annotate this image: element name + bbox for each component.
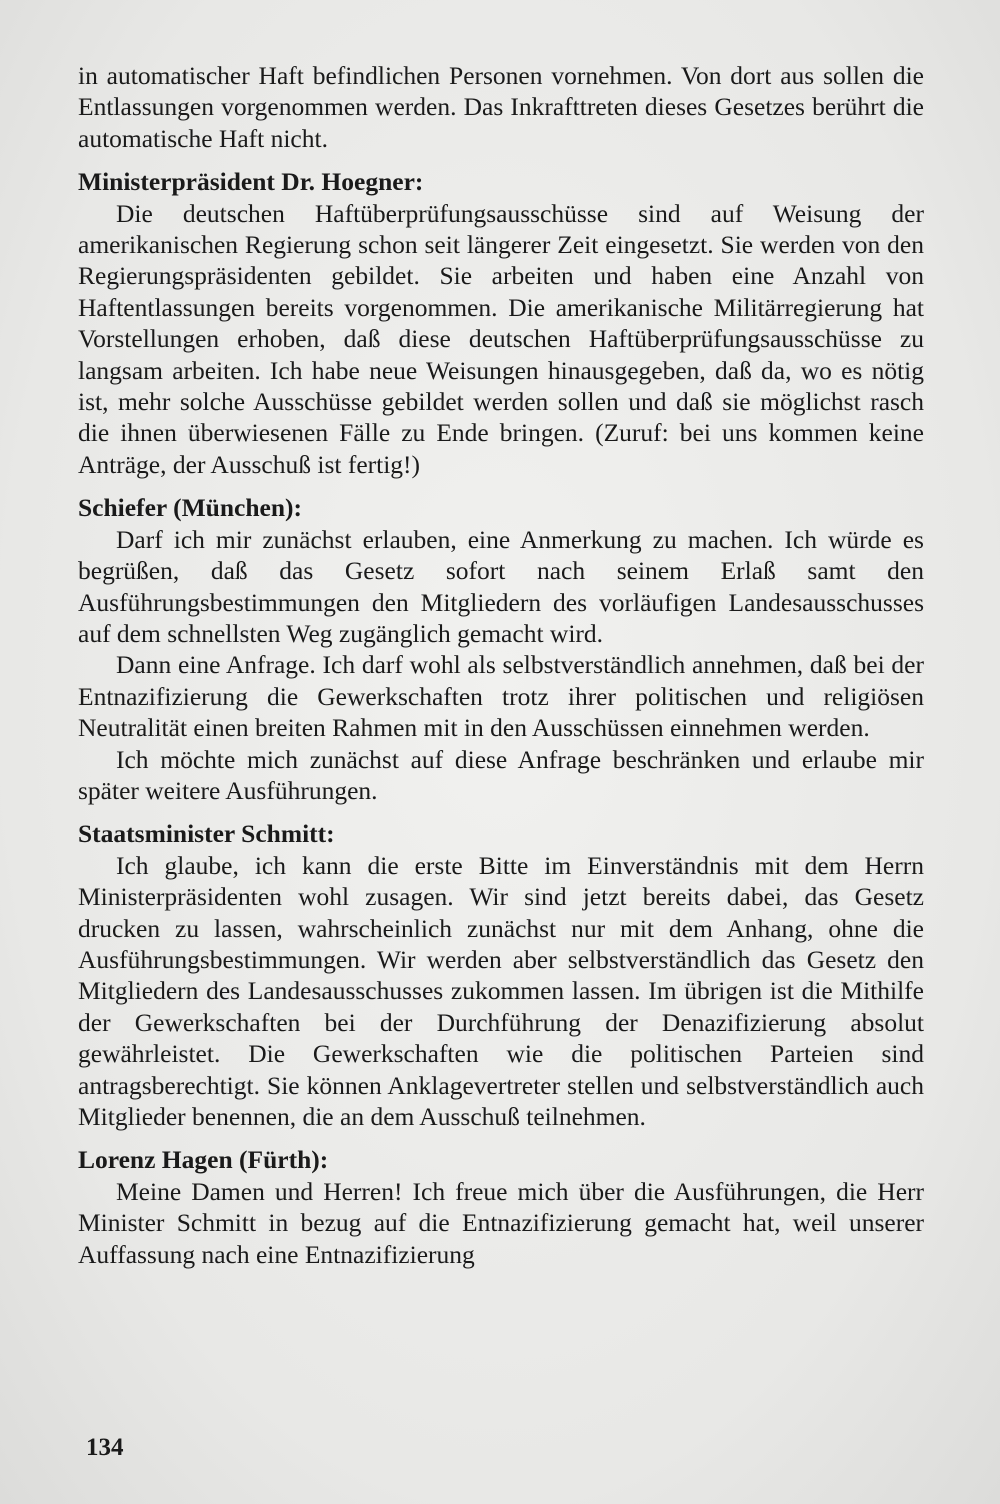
speech-paragraph: Meine Damen und Herren! Ich freue mich über die Ausführungen, die Herr Minister Schmitt in bezug auf die Entnazifizierung gemacht hat, weil unserer Auffassung nach eine Entnazifizierung [78, 1176, 924, 1269]
speech-paragraph: Dann eine Anfrage. Ich darf wohl als selbstverständlich annehmen, daß bei der Entnazifizierung die Gewerkschaften trotz ihrer politischen und religiösen Neutralität einen breiten Rahmen mit in den Ausschüssen einnehmen werden. [78, 650, 924, 743]
page-number: 134 [86, 1434, 124, 1461]
speech-paragraph: Ich möchte mich zunächst auf diese Anfrage beschränken und erlaube mir später weitere Ausführungen. [78, 744, 924, 805]
body-text [78, 60, 924, 1270]
speech-paragraph: Ich glaube, ich kann die erste Bitte im Einverständnis mit dem Herrn Ministerpräsidenten wohl zusagen. Wir sind jetzt bereits dabei, das Gesetz drucken zu lassen, wahrscheinlich zunächst nur mit dem Anhang, ohne die Ausführungsbestimmungen. Wir werden aber selbstverständlich das Gesetz den Mitgliedern des Landesausschusses zukommen lassen. Im übrigen ist die Mithilfe der Gewerkschaften bei der Durchführung der Denazifizierung absolut gewährleistet. Die Gewerkschaften wie die politischen Parteien sind antragsberechtigt. Sie können Anklagevertreter stellen und selbstverständlich auch Mitglieder benennen, die an dem Ausschuß teilnehmen. [78, 850, 924, 1131]
speaker-name: Staatsminister Schmitt: [78, 819, 335, 849]
section-hagen [78, 1144, 924, 1270]
section-schmitt [78, 818, 924, 1132]
section-hoegner [78, 166, 924, 480]
speech-paragraph: Darf ich mir zunächst erlauben, eine Anmerkung zu machen. Ich würde es begrüßen, daß das Gesetz sofort nach seinem Erlaß samt den Ausführungsbestimmungen den Mitgliedern des vorläufigen Landesausschusses auf dem schnellsten Weg zugänglich gemacht wird. [78, 524, 924, 648]
speech-paragraph: Die deutschen Haftüberprüfungsausschüsse sind auf Weisung der amerikanischen Regierung schon seit längerer Zeit eingesetzt. Sie werden von den Regierungspräsidenten gebildet. Sie arbeiten und haben eine Anzahl von Haftentlassungen bereits vorgenommen. Die amerikanische Militärregierung hat Vorstellungen erhoben, daß diese deutschen Haftüberprüfungsausschüsse zu langsam arbeiten. Ich habe neue Weisungen hinausgegeben, daß da, wo es nötig ist, mehr solche Ausschüsse gebildet werden sollen und daß sie möglichst rasch die ihnen überwiesenen Fälle zu Ende bringen. (Zuruf: bei uns kommen keine Anträge, der Ausschuß ist fertig!) [78, 198, 924, 479]
section-schiefer [78, 492, 924, 806]
speaker-name: Schiefer (München): [78, 493, 303, 523]
opening-paragraph: in automatischer Haft befindlichen Personen vornehmen. Von dort aus sollen die Entlassungen vorgenommen werden. Das Inkrafttreten dieses Gesetzes berührt die automatische Haft nicht. [78, 61, 924, 153]
speaker-name: Ministerpräsident Dr. Hoegner: [78, 167, 424, 197]
speaker-name: Lorenz Hagen (Fürth): [78, 1145, 329, 1175]
